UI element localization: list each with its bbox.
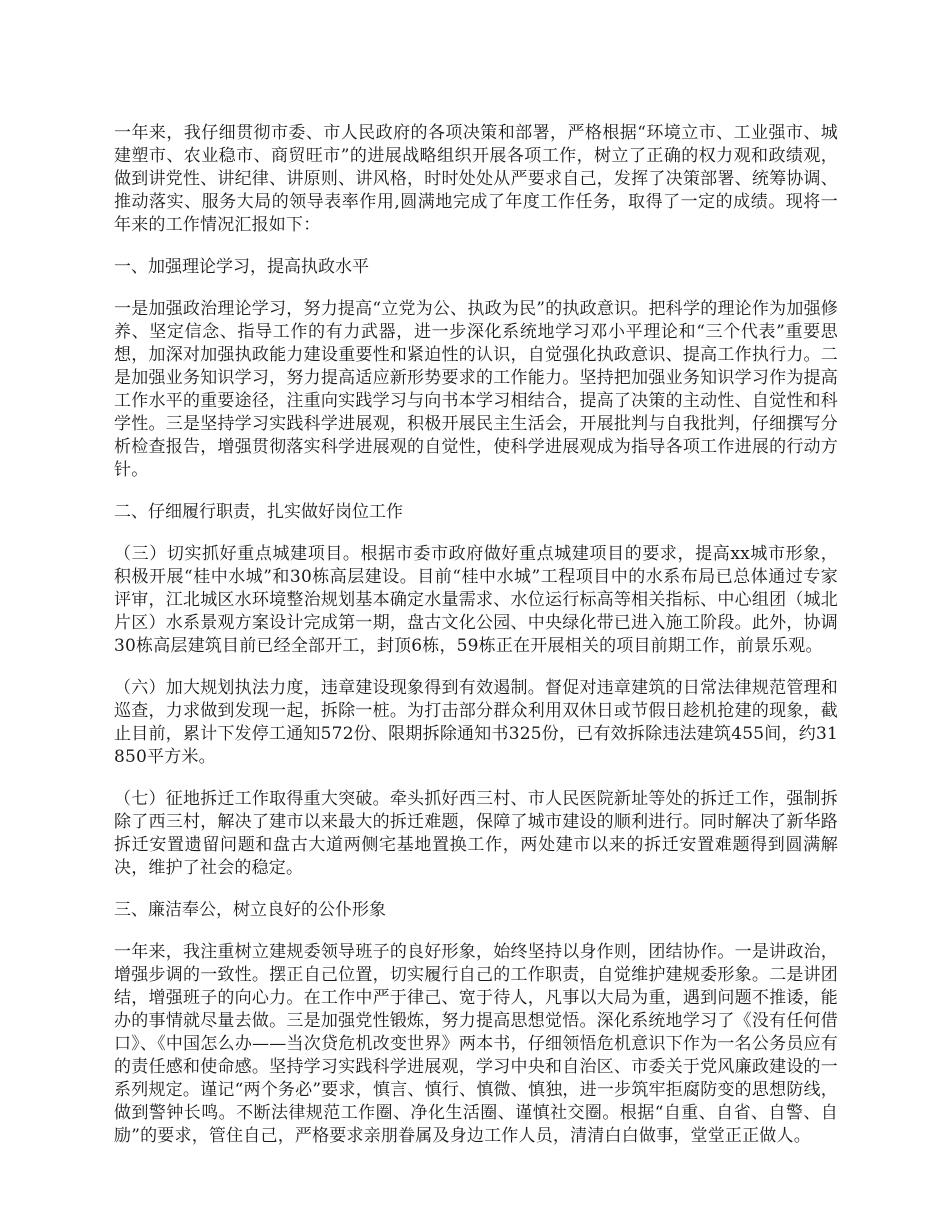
section-3-paragraph: 一年来，我注重树立建规委领导班子的良好形象，始终坚持以身作则，团结协作。一是讲政治，增强步调的一致性。摆正自己位置，切实履行自己的工作职责，自觉维护建规委形象。二是讲团结，增强班子的向心力。在工作中严于律己、宽于待人，凡事以大局为重，遇到问题不推诿，能办的事情就尽量去做。三是加强党性锻炼，努力提高思想觉悟。深化系统地学习了《没有任何借口》、《中国怎么办——当次贷危机改变世界》两本书，仔细领悟危机意识下作为一名公务员应有的责任感和使命感。坚持学习实践科学进展观，学习中央和自治区、市委关于党风廉政建设的一系列规定。谨记“两个务必”要求，慎言、慎行、慎微、慎独，进一步筑牢拒腐防变的思想防线，做到警钟长鸣。不断法律规范工作圈、净化生活圈、谨慎社交圈。根据“自重、自省、自警、自励”的要求，管住自己，严格要求亲朋眷属及身边工作人员，清清白白做事，堂堂正正做人。 — [114, 942, 838, 1146]
section-heading-2: 二、仔细履行职责，扎实做好岗位工作 — [114, 502, 403, 522]
intro-paragraph: 一年来，我仔细贯彻市委、市人民政府的各项决策和部署，严格根据“环境立市、工业强市、城建塑市、农业稳市、商贸旺市”的进展战略组织开展各项工作，树立了正确的权力观和政绩观，做到讲党性、讲纪律、讲原则、讲风格，时时处处从严要求自己，发挥了决策部署、统筹协调、推动落实、服务大局的领导表率作用,圆满地完成了年度工作任务，取得了一定的成绩。现将一年来的工作情况汇报如下： — [114, 123, 838, 235]
section-heading-1: 一、加强理论学习，提高执政水平 — [114, 257, 369, 277]
section-1-paragraph: 一是加强政治理论学习，努力提高“立党为公、执政为民”的执政意识。把科学的理论作为加强修养、坚定信念、指导工作的有力武器，进一步深化系统地学习邓小平理论和“三个代表”重要思想，加深对加强执政能力建设重要性和紧迫性的认识，自觉强化执政意识、提高工作执行力。二是加强业务知识学习，努力提高适应新形势要求的工作能力。坚持把加强业务知识学习作为提高工作水平的重要途径，注重向实践学习与向书本学习相结合，提高了决策的主动性、自觉性和科学性。三是坚持学习实践科学进展观，积极开展民主生活会，开展批判与自我批判，仔细撰写分析检查报告，增强贯彻落实科学进展观的自觉性，使科学进展观成为指导各项工作进展的行动方针。 — [114, 299, 838, 480]
section-2-paragraph-7: （七）征地拆迁工作取得重大突破。牵头抓好西三村、市人民医院新址等处的拆迁工作，强制拆除了西三村，解决了建市以来最大的拆迁难题，保障了城市建设的顺利进行。同时解决了新华路拆迁安置遗留问题和盘古大道两侧宅基地置换工作，两处建市以来的拆迁安置难题得到圆满解决，维护了社会的稳定。 — [114, 789, 838, 878]
section-2-paragraph-3: （三）切实抓好重点城建项目。根据市委市政府做好重点城建项目的要求，提高xx城市形象，积极开展“桂中水城”和30栋高层建设。目前“桂中水城”工程项目中的水系布局已总体通过专家评审，江北城区水环境整治规划基本确定水量需求、水位运行标高等相关指标、中心组团（城北片区）水系景观方案设计完成第一期，盘古文化公园、中央绿化带已进入施工阶段。此外，协调30栋高层建筑目前已经全部开工，封顶6栋，59栋正在开展相关的项目前期工作，前景乐观。 — [114, 544, 838, 656]
section-2-paragraph-6: （六）加大规划执法力度，违章建设现象得到有效遏制。督促对违章建筑的日常法律规范管理和巡查，力求做到发现一起，拆除一桩。为打击部分群众利用双休日或节假日趁机抢建的现象，截止目前，累计下发停工通知572份、限期拆除通知书325份，已有效拆除违法建筑455间，约31850平方米。 — [114, 678, 838, 767]
document-page — [114, 122, 838, 1167]
section-heading-3: 三、廉洁奉公，树立良好的公仆形象 — [114, 900, 386, 920]
